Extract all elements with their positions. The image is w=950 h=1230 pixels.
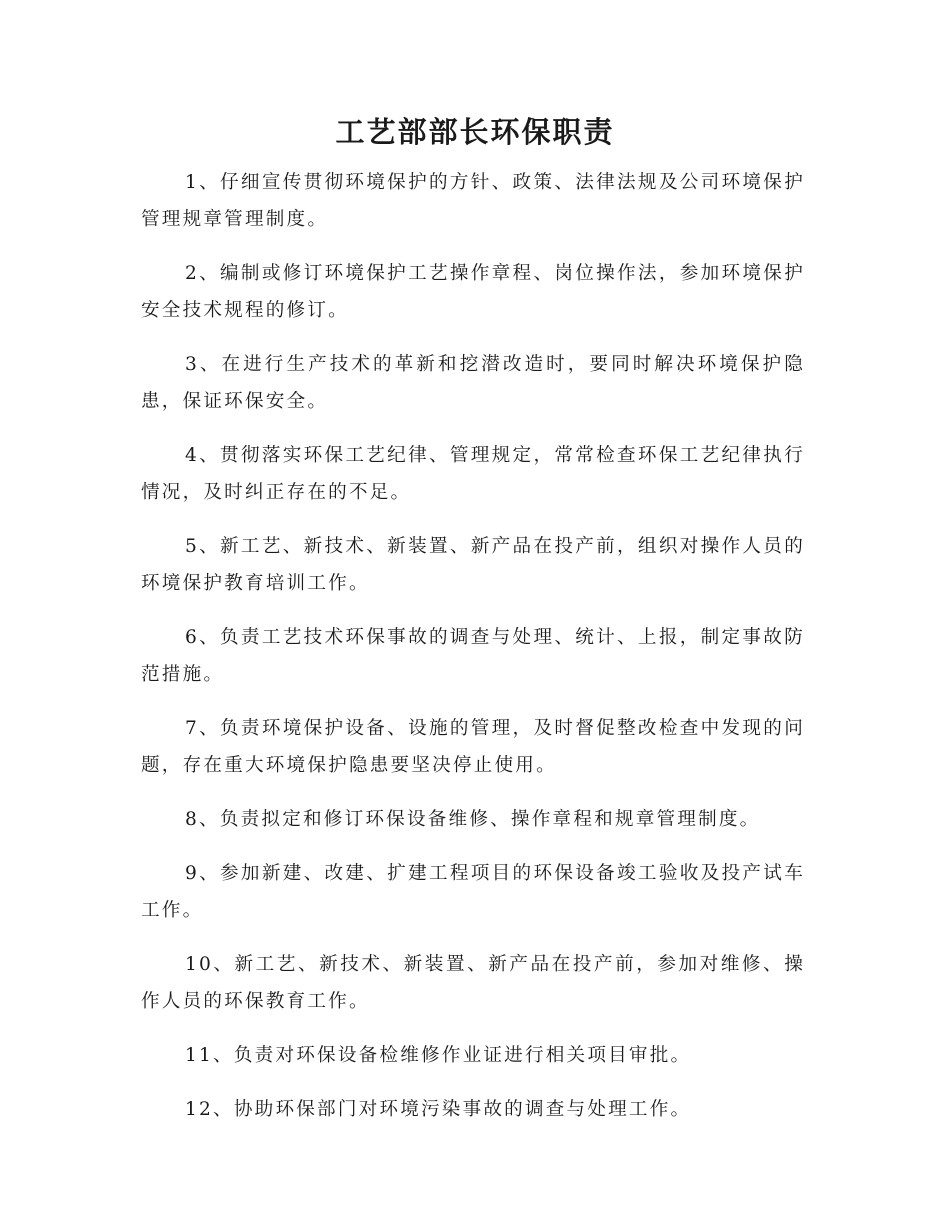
paragraph-9: 9、参加新建、改建、扩建工程项目的环保设备竣工验收及投产试车工作。 xyxy=(141,863,805,921)
paragraph-8: 8、负责拟定和修订环保设备维修、操作章程和规章管理制度。 xyxy=(185,809,761,830)
paragraph-6: 6、负责工艺技术环保事故的调查与处理、统计、上报，制定事故防范措施。 xyxy=(141,627,805,685)
paragraph-12: 12、协助环保部门对环境污染事故的调查与处理工作。 xyxy=(185,1099,692,1120)
document-body xyxy=(141,164,805,1145)
document-title: 工艺部部长环保职责 xyxy=(335,115,615,149)
paragraph-2: 2、编制或修订环境保护工艺操作章程、岗位操作法，参加环境保护安全技术规程的修订。 xyxy=(141,263,805,321)
paragraph-1: 1、仔细宣传贯彻环境保护的方针、政策、法律法规及公司环境保护管理规章管理制度。 xyxy=(141,172,805,230)
paragraph-5: 5、新工艺、新技术、新装置、新产品在投产前，组织对操作人员的环境保护教育培训工作。 xyxy=(141,536,805,594)
paragraph-4: 4、贯彻落实环保工艺纪律、管理规定，常常检查环保工艺纪律执行情况，及时纠正存在的不足。 xyxy=(141,445,805,503)
paragraph-3: 3、在进行生产技术的革新和挖潜改造时，要同时解决环境保护隐患，保证环保安全。 xyxy=(141,354,805,412)
paragraph-11: 11、负责对环保设备检维修作业证进行相关项目审批。 xyxy=(185,1045,692,1066)
paragraph-10: 10、新工艺、新技术、新装置、新产品在投产前，参加对维修、操作人员的环保教育工作。 xyxy=(141,954,805,1012)
paragraph-7: 7、负责环境保护设备、设施的管理，及时督促整改检查中发现的问题，存在重大环境保护隐患要坚决停止使用。 xyxy=(141,718,805,776)
